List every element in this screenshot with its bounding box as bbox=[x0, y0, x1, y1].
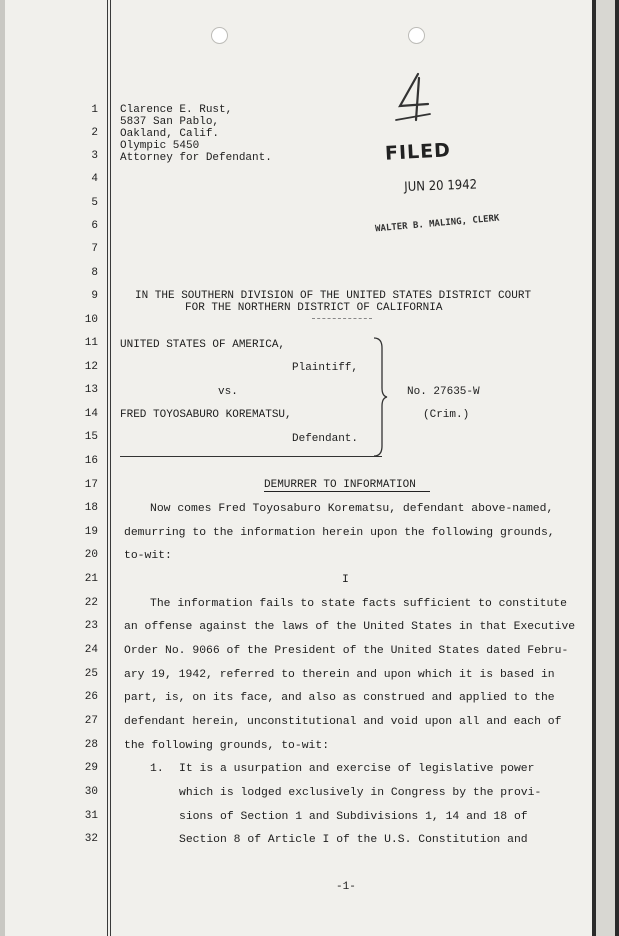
heading-dashes bbox=[312, 318, 372, 320]
punch-hole-left bbox=[211, 27, 228, 44]
line-number: 3 bbox=[91, 150, 98, 162]
line-number: 4 bbox=[91, 173, 98, 185]
line-number: 18 bbox=[84, 502, 98, 514]
caption-versus: vs. bbox=[218, 386, 238, 398]
line-number: 29 bbox=[84, 762, 98, 774]
case-type: (Crim.) bbox=[423, 409, 470, 421]
list-item-line: which is lodged exclusively in Congress by the provi- bbox=[179, 787, 542, 799]
body-paragraph-line: an offense against the laws of the United States in that Executive bbox=[124, 621, 576, 633]
caption-defendant-name: FRED TOYOSABURO KOREMATSU, bbox=[120, 409, 292, 421]
line-number: 25 bbox=[84, 668, 98, 680]
body-paragraph-line: defendant herein, unconstitutional and void upon all and each of bbox=[124, 716, 562, 728]
caption-brace bbox=[370, 336, 388, 458]
caption-plaintiff-label: Plaintiff, bbox=[292, 362, 359, 374]
line-number: 28 bbox=[84, 739, 98, 751]
line-number: 2 bbox=[91, 127, 98, 139]
page-edge bbox=[0, 0, 5, 936]
attorney-name: Clarence E. Rust, bbox=[120, 104, 233, 116]
line-number: 19 bbox=[84, 526, 98, 538]
caption-underline bbox=[120, 456, 382, 457]
title-underline bbox=[264, 491, 430, 492]
line-number: 21 bbox=[84, 573, 98, 585]
attorney-phone: Olympic 5450 bbox=[120, 140, 200, 152]
line-number: 20 bbox=[84, 549, 98, 561]
punch-hole-right bbox=[408, 27, 425, 44]
line-number: 23 bbox=[84, 620, 98, 632]
line-number: 22 bbox=[84, 597, 98, 609]
line-number: 5 bbox=[91, 197, 98, 209]
case-number: No. 27635-W bbox=[407, 386, 480, 398]
list-item-line: sions of Section 1 and Subdivisions 1, 14 and 18 of bbox=[179, 811, 528, 823]
line-number: 10 bbox=[84, 314, 98, 326]
handwritten-number-4 bbox=[394, 70, 432, 128]
attorney-role: Attorney for Defendant. bbox=[120, 152, 272, 164]
line-number: 6 bbox=[91, 220, 98, 232]
caption-plaintiff-name: UNITED STATES OF AMERICA, bbox=[120, 339, 286, 351]
line-number: 24 bbox=[84, 644, 98, 656]
line-number: 11 bbox=[84, 337, 98, 349]
court-heading-line1: IN THE SOUTHERN DIVISION OF THE UNITED STATES DISTRICT COURT bbox=[135, 290, 532, 302]
body-intro-line: to-wit: bbox=[124, 550, 172, 562]
line-number: 30 bbox=[84, 786, 98, 798]
body-paragraph-line: ary 19, 1942, referred to therein and upon which it is based in bbox=[124, 669, 555, 681]
left-margin-rule-inner bbox=[110, 0, 111, 936]
document-title: DEMURRER TO INFORMATION bbox=[264, 479, 416, 491]
page-number: -1- bbox=[336, 881, 356, 893]
line-number: 16 bbox=[84, 455, 98, 467]
attorney-street: 5837 San Pablo, bbox=[120, 116, 220, 128]
line-number: 1 bbox=[91, 104, 98, 116]
line-number: 8 bbox=[91, 267, 98, 279]
right-border-inner bbox=[596, 0, 615, 936]
line-number: 15 bbox=[84, 431, 98, 443]
line-number: 26 bbox=[84, 691, 98, 703]
body-paragraph-line: part, is, on its face, and also as construed and applied to the bbox=[124, 692, 555, 704]
line-number: 32 bbox=[84, 833, 98, 845]
list-item-number: 1. bbox=[150, 763, 164, 775]
filed-date-stamp: JUN 20 1942 bbox=[404, 177, 478, 195]
body-intro-line: demurring to the information herein upon the following grounds, bbox=[124, 527, 555, 539]
body-paragraph-line: Order No. 9066 of the President of the United States dated Febru- bbox=[124, 645, 569, 657]
line-number: 31 bbox=[84, 810, 98, 822]
list-item-line: Section 8 of Article I of the U.S. Constitution and bbox=[179, 834, 528, 846]
attorney-city: Oakland, Calif. bbox=[120, 128, 220, 140]
clerk-stamp: WALTER B. MALING, CLERK bbox=[374, 213, 500, 235]
line-number: 9 bbox=[91, 290, 98, 302]
filed-stamp: FILED bbox=[384, 139, 452, 165]
section-heading: I bbox=[342, 574, 349, 586]
line-number: 27 bbox=[84, 715, 98, 727]
body-paragraph-line: The information fails to state facts sufficient to constitute bbox=[150, 598, 567, 610]
line-number: 12 bbox=[84, 361, 98, 373]
left-margin-rule bbox=[107, 0, 108, 936]
body-paragraph-line: the following grounds, to-wit: bbox=[124, 740, 330, 752]
list-item-line: It is a usurpation and exercise of legislative power bbox=[179, 763, 535, 775]
line-number: 14 bbox=[84, 408, 98, 420]
caption-defendant-label: Defendant. bbox=[292, 433, 359, 445]
court-heading-line2: FOR THE NORTHERN DISTRICT OF CALIFORNIA bbox=[185, 302, 443, 314]
line-number: 7 bbox=[91, 243, 98, 255]
line-number: 17 bbox=[84, 479, 98, 491]
line-number: 13 bbox=[84, 384, 98, 396]
body-intro-line: Now comes Fred Toyosaburo Korematsu, defendant above-named, bbox=[150, 503, 554, 515]
